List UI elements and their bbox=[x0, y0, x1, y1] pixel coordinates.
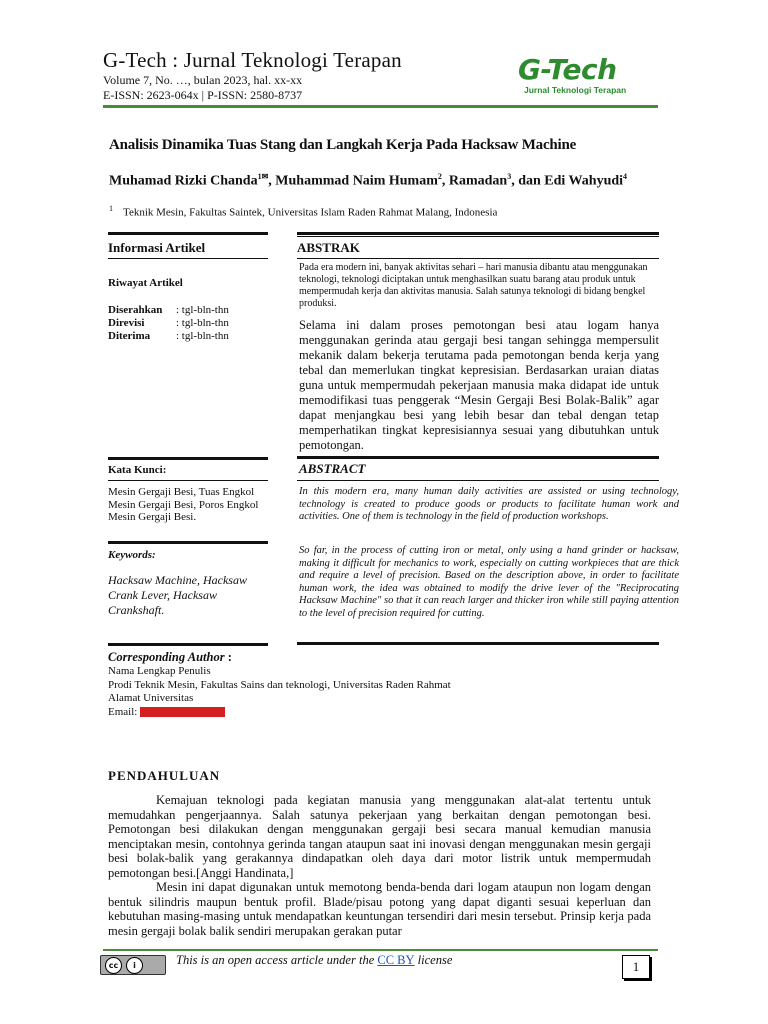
abstract-rule bbox=[297, 480, 659, 481]
date-revised bbox=[108, 317, 229, 330]
affiliation bbox=[109, 204, 497, 219]
author-3-sup: 3 bbox=[507, 172, 512, 181]
footer-divider bbox=[103, 949, 658, 951]
abstract-paragraph-1: In this modern era, many human daily activities are assisted or using technology, technology is created to produce goods or products to facilitate human work and activities. One of them is technology in the field of production workshops. bbox=[299, 486, 679, 522]
issn-line: E-ISSN: 2623-064x | P-ISSN: 2580-8737 bbox=[103, 88, 303, 102]
license-note bbox=[176, 953, 452, 968]
article-dates bbox=[108, 304, 229, 343]
body-paragraph-2: Mesin ini dapat digunakan untuk memotong benda-benda dari logam ataupun non logam dengan bentuk silindris maupun bentuk profil. Blade/pisau potong yang dapat diganti sesuai keperluan dan kebutuhan masing-masing untuk mendapatkan keuntungan tersendiri dari mesin tersebut. Prinsip kerja pada mesin gergaji bolak balik sendiri merupakan gerakan putar bbox=[108, 880, 651, 938]
corresponding-address: Alamat Universitas bbox=[108, 692, 194, 704]
article-title: Analisis Dinamika Tuas Stang dan Langkah Kerja Pada Hacksaw Machine bbox=[109, 137, 577, 153]
corresponding-heading-text: Corresponding Author bbox=[108, 650, 225, 664]
corresponding-name: Nama Lengkap Penulis bbox=[108, 665, 211, 677]
logo-text: G-Tech bbox=[518, 53, 617, 86]
info-top-rule bbox=[108, 232, 268, 235]
author-4: , dan Edi Wahyudi bbox=[511, 173, 624, 189]
affiliation-text: Teknik Mesin, Fakultas Saintek, Universitas Islam Raden Rahmat Malang, Indonesia bbox=[123, 206, 498, 219]
abstrak-top-rule-2 bbox=[297, 236, 659, 237]
corresponding-body bbox=[108, 665, 451, 719]
keywords-en: Hacksaw Machine, Hacksaw Crank Lever, Hacksaw Crankshaft. bbox=[108, 573, 247, 617]
abstract-top-rule bbox=[297, 456, 659, 459]
keywords-heading: Kata Kunci: bbox=[108, 464, 167, 476]
date-submitted-value: : tgl-bln-thn bbox=[176, 304, 229, 316]
abstrak-heading: ABSTRAK bbox=[297, 240, 360, 255]
email-label: Email: bbox=[108, 705, 141, 718]
license-prefix: This is an open access article under the bbox=[176, 953, 378, 967]
date-accepted bbox=[108, 330, 229, 343]
journal-logo bbox=[518, 55, 648, 103]
info-rule bbox=[108, 258, 268, 259]
author-1-sup: 1✉ bbox=[257, 172, 269, 181]
cc-icon: cc bbox=[105, 957, 122, 974]
info-bottom-rule bbox=[108, 643, 268, 646]
author-4-sup: 4 bbox=[623, 172, 628, 181]
abstract-heading: ABSTRACT bbox=[299, 461, 366, 476]
author-1: Muhamad Rizki Chanda bbox=[109, 173, 258, 189]
volume-line: Volume 7, No. …, bulan 2023, hal. xx-xx bbox=[103, 73, 303, 87]
history-heading: Riwayat Artikel bbox=[108, 277, 183, 289]
date-revised-value: : tgl-bln-thn bbox=[176, 317, 229, 329]
keywords-en-rule bbox=[108, 541, 268, 544]
license-link[interactable]: CC BY bbox=[377, 953, 415, 967]
abstrak-top-rule bbox=[297, 232, 659, 235]
keywords-rule bbox=[108, 480, 268, 481]
body-text bbox=[108, 793, 651, 938]
license-suffix: license bbox=[414, 953, 453, 967]
date-submitted-label: Diserahkan bbox=[108, 304, 163, 316]
header-divider bbox=[103, 105, 658, 108]
date-accepted-value: : tgl-bln-thn bbox=[176, 330, 229, 342]
date-accepted-label: Diterima bbox=[108, 330, 151, 342]
corresponding-email bbox=[108, 706, 451, 720]
author-3: , Ramadan bbox=[441, 173, 508, 189]
author-2-sup: 2 bbox=[437, 172, 442, 181]
corresponding-heading bbox=[108, 650, 232, 665]
page-number: 1 bbox=[622, 955, 650, 979]
body-paragraph-1: Kemajuan teknologi pada kegiatan manusia yang menggunakan alat-alat tertentu untuk memudahkan pengerjaannya. Salah satunya pekerjaan yang berkaitan dengan pemotongan besi. Pemotongan besi dilakukan dengan menggunakan gergaji besi secara manual kemudian manusia menciptakan mesin, contohnya gerinda tangan ataupun saat ini inovasi dengan menggunakan mesin gergaji besi bolak-balik yang gerakannya dindapatkan oleh daya dari motor listrik untuk mempermudah pemotongan besi.[Anggi Handinata,] bbox=[108, 793, 651, 880]
author-2: , Muhammad Naim Humam bbox=[268, 173, 438, 189]
section-heading: PENDAHULUAN bbox=[108, 768, 221, 783]
email-redacted[interactable] bbox=[140, 707, 225, 717]
cc-by-badge[interactable] bbox=[100, 955, 166, 975]
abstrak-paragraph-2: Selama ini dalam proses pemotongan besi atau logam hanya menggunakan gerinda atau gergaji besi tangan sehingga mempersulit mekanik dalam bekerja terutama pada pemotongan benda kerja yang tebal dan memerlukan tingkat kepresisian. Berdasarkan uraian diatas guna untuk mempermudah pekerjaan manusia maka didapat ide untuk memodifikasi tuas penggerak “Mesin Gergaji Besi Bolak-Balik” agar dapat menjangkau besi yang lebih besar dan tebal dengan tetap memperhatikan tingkat kepresisiannya sesuai yang dibutuhkan untuk pemotongan. bbox=[299, 318, 659, 452]
logo-subtitle: Jurnal Teknologi Terapan bbox=[524, 85, 627, 95]
abstract-bottom-rule bbox=[297, 642, 659, 645]
corresponding-colon: : bbox=[224, 650, 232, 664]
journal-title: G-Tech : Jurnal Teknologi Terapan bbox=[103, 48, 402, 72]
author-list bbox=[109, 168, 649, 190]
affiliation-sup: 1 bbox=[109, 204, 113, 213]
abstract-paragraph-2: So far, in the process of cutting iron or metal, only using a hand grinder or hacksaw, making it difficult for mechanics to work, especially on cutting workpieces that are thick and require a level of precision. Based on the description above, in order to facilitate human work, the idea was obtained to modify the drive lever of the "Reciprocating Hacksaw Machine" so that it can reach larger and thicker iron while still paying attention to the level of precision required for cutting. bbox=[299, 545, 679, 619]
date-submitted bbox=[108, 304, 229, 317]
attribution-icon: i bbox=[126, 957, 143, 974]
abstrak-paragraph-1: Pada era modern ini, banyak aktivitas sehari – hari manusia dibantu atau menggunakan teknologi, teknologi diciptakan untuk menghasilkan suatu barang atau produk untuk mempermudah kerja dan aktivitas manusia. Salah satunya teknologi di bidang bengkel produksi. bbox=[299, 262, 648, 309]
abstrak-rule bbox=[297, 258, 659, 259]
keywords-top-rule bbox=[108, 457, 268, 460]
info-heading: Informasi Artikel bbox=[108, 240, 206, 255]
date-revised-label: Direvisi bbox=[108, 317, 145, 329]
keywords-en-heading: Keywords: bbox=[108, 549, 156, 561]
corresponding-dept: Prodi Teknik Mesin, Fakultas Sains dan teknologi, Universitas Raden Rahmat bbox=[108, 678, 451, 691]
keywords-id: Mesin Gergaji Besi, Tuas Engkol Mesin Gergaji Besi, Poros Engkol Mesin Gergaji Besi. bbox=[108, 486, 259, 523]
